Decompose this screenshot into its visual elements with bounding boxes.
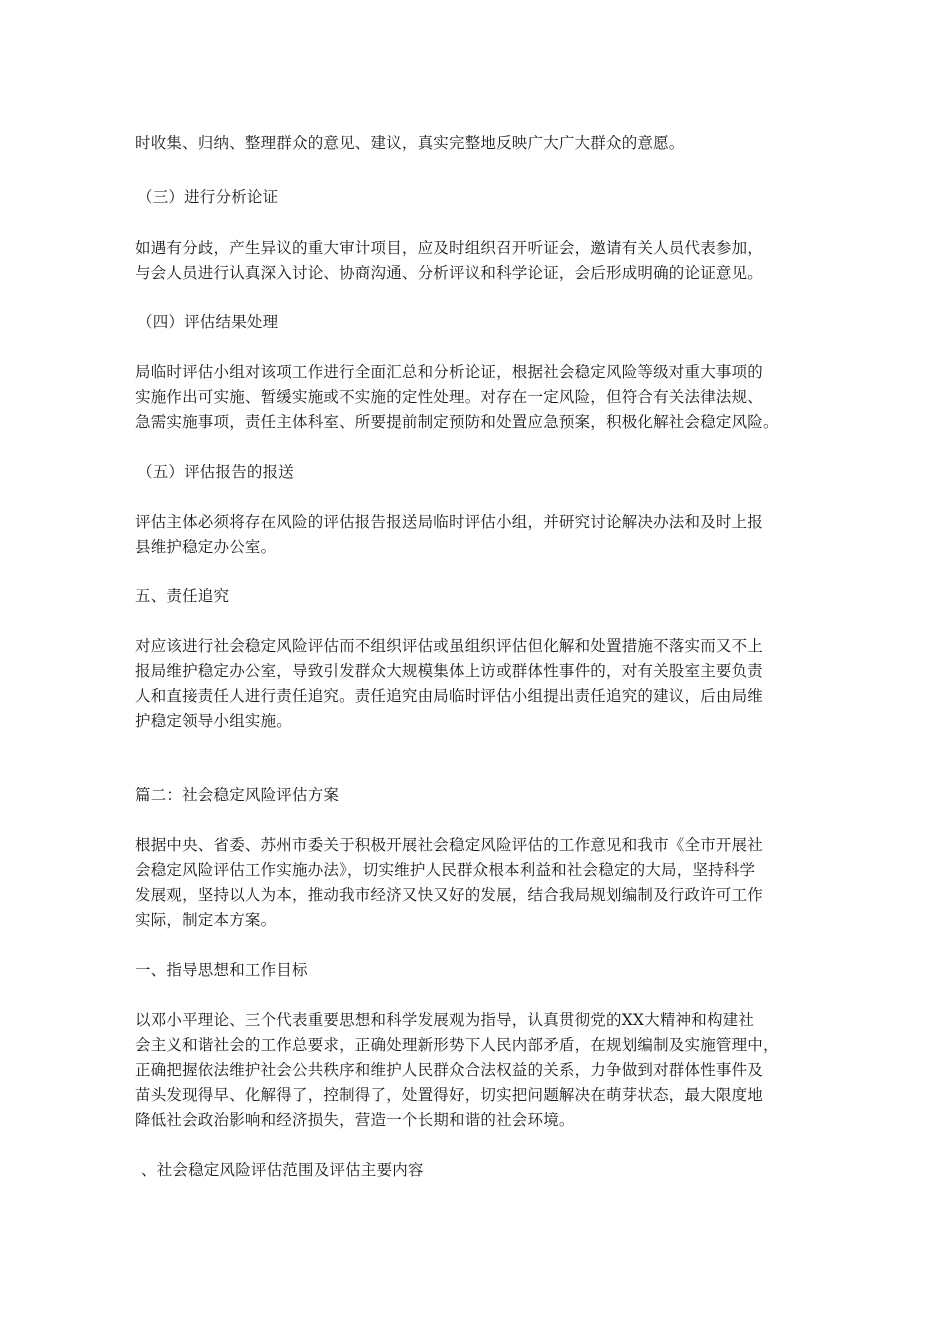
section-heading-wu: （五）评估报告的报送 (137, 463, 295, 481)
section-heading-one: 一、指导思想和工作目标 (135, 961, 308, 979)
paragraph-line: 实施作出可实施、暂缓实施或不实施的定性处理。对存在一定风险，但符合有关法律法规、 (135, 388, 764, 406)
section-heading-san: （三）进行分析论证 (137, 188, 279, 206)
paragraph-line: 会稳定风险评估工作实施办法》，切实维护人民群众根本利益和社会稳定的大局，坚持科学 (135, 861, 756, 879)
paragraph-line: 县维护稳定办公室。 (135, 538, 277, 556)
paragraph-line: 评估主体必须将存在风险的评估报告报送局临时评估小组，并研究讨论解决办法和及时上报 (135, 513, 764, 531)
paragraph-line: 会主义和谐社会的工作总要求，正确处理新形势下人民内部矛盾，在规划编制及实施管理中， (135, 1036, 779, 1054)
paragraph-line: 与会人员进行认真深入讨论、协商沟通、分析评议和科学论证，会后形成明确的论证意见。 (135, 264, 764, 282)
paragraph-line: 急需实施事项，责任主体科室、所要提前制定预防和处置应急预案，积极化解社会稳定风险。 (135, 413, 779, 431)
paragraph-line: 正确把握依法维护社会公共秩序和维护人民群众合法权益的关系，力争做到对群体性事件及 (135, 1061, 764, 1079)
paragraph-line: 如遇有分歧，产生异议的重大审计项目，应及时组织召开听证会，邀请有关人员代表参加， (135, 239, 764, 257)
paragraph-line: 时收集、归纳、整理群众的意见、建议，真实完整地反映广大广大群众的意愿。 (135, 134, 685, 152)
section-heading-si: （四）评估结果处理 (137, 313, 279, 331)
paragraph-line: 以邓小平理论、三个代表重要思想和科学发展观为指导，认真贯彻党的XX大精神和构建社 (135, 1011, 755, 1029)
paragraph-line: 发展观，坚持以人为本，推动我市经济又快又好的发展，结合我局规划编制及行政许可工作 (135, 886, 764, 904)
paragraph-line: 苗头发现得早、化解得了，控制得了，处置得好，切实把问题解决在萌芽状态，最大限度地 (135, 1086, 764, 1104)
paragraph-line: 根据中央、省委、苏州市委关于积极开展社会稳定风险评估的工作意见和我市《全市开展社 (135, 836, 764, 854)
paragraph-line: 报局维护稳定办公室，导致引发群众大规模集体上访或群体性事件的，对有关股室主要负责 (135, 662, 764, 680)
section-heading-two: 、社会稳定风险评估范围及评估主要内容 (141, 1161, 424, 1179)
part-two-title: 篇二：社会稳定风险评估方案 (135, 786, 340, 804)
paragraph-line: 实际，制定本方案。 (135, 911, 277, 929)
paragraph-line: 对应该进行社会稳定风险评估而不组织评估或虽组织评估但化解和处置措施不落实而又不上 (135, 637, 764, 655)
paragraph-line: 局临时评估小组对该项工作进行全面汇总和分析论证，根据社会稳定风险等级对重大事项的 (135, 363, 764, 381)
paragraph-line: 降低社会政治影响和经济损失，营造一个长期和谐的社会环境。 (135, 1111, 575, 1129)
paragraph-line: 护稳定领导小组实施。 (135, 712, 293, 730)
section-heading-five: 五、责任追究 (135, 587, 230, 605)
paragraph-line: 人和直接责任人进行责任追究。责任追究由局临时评估小组提出责任追究的建议，后由局维 (135, 687, 764, 705)
